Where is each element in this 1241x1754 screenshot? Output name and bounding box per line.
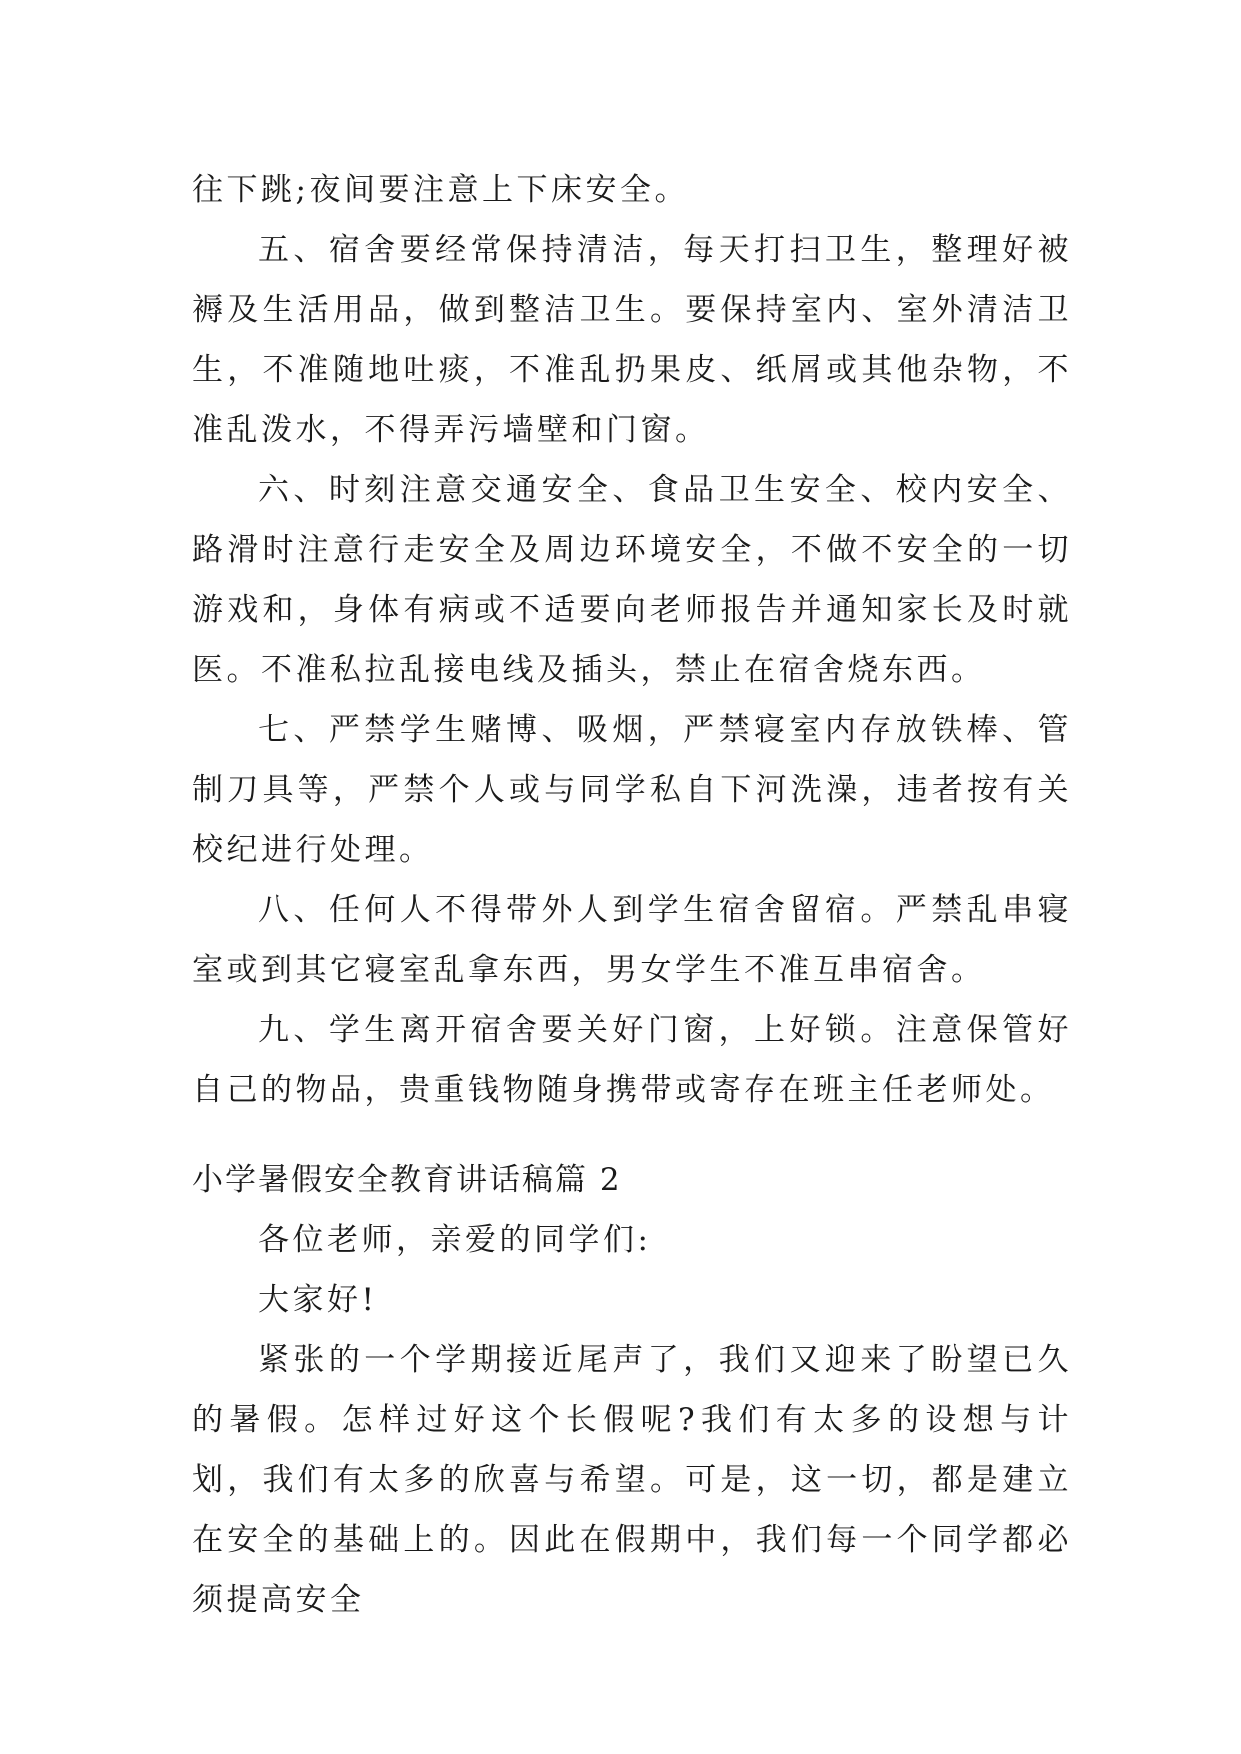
document-body [192,160,1072,1630]
paragraph-rule-9: 九、学生离开宿舍要关好门窗，上好锁。注意保管好自己的物品，贵重钱物随身携带或寄存在班主任老师处。 [192,1012,1072,1108]
section-title: 小学暑假安全教育讲话稿篇 2 [192,1162,622,1198]
paragraph-rule-6: 六、时刻注意交通安全、食品卫生安全、校内安全、路滑时注意行走安全及周边环境安全，不做不安全的一切游戏和，身体有病或不适要向老师报告并通知家长及时就医。不准私拉乱接电线及插头，禁止在宿舍烧东西。 [192,472,1072,688]
paragraph-rule-7: 七、严禁学生赌博、吸烟，严禁寝室内存放铁棒、管制刀具等，严禁个人或与同学私自下河洗澡，违者按有关校纪进行处理。 [192,712,1072,868]
paragraph-salutation: 各位老师，亲爱的同学们: [258,1222,652,1258]
paragraph-continuation: 往下跳;夜间要注意上下床安全。 [192,172,689,208]
paragraph-rule-8: 八、任何人不得带外人到学生宿舍留宿。严禁乱串寝室或到其它寝室乱拿东西，男女学生不准互串宿舍。 [192,892,1072,988]
paragraph-rule-5: 五、宿舍要经常保持清洁，每天打扫卫生，整理好被褥及生活用品，做到整洁卫生。要保持室内、室外清洁卫生，不准随地吐痰，不准乱扔果皮、纸屑或其他杂物，不准乱泼水，不得弄污墙壁和门窗。 [192,232,1072,448]
paragraph-greeting: 大家好! [258,1282,378,1318]
paragraph-intro: 紧张的一个学期接近尾声了，我们又迎来了盼望已久的暑假。怎样过好这个长假呢?我们有太多的设想与计划，我们有太多的欣喜与希望。可是，这一切，都是建立在安全的基础上的。因此在假期中，我们每一个同学都必须提高安全 [192,1342,1072,1618]
